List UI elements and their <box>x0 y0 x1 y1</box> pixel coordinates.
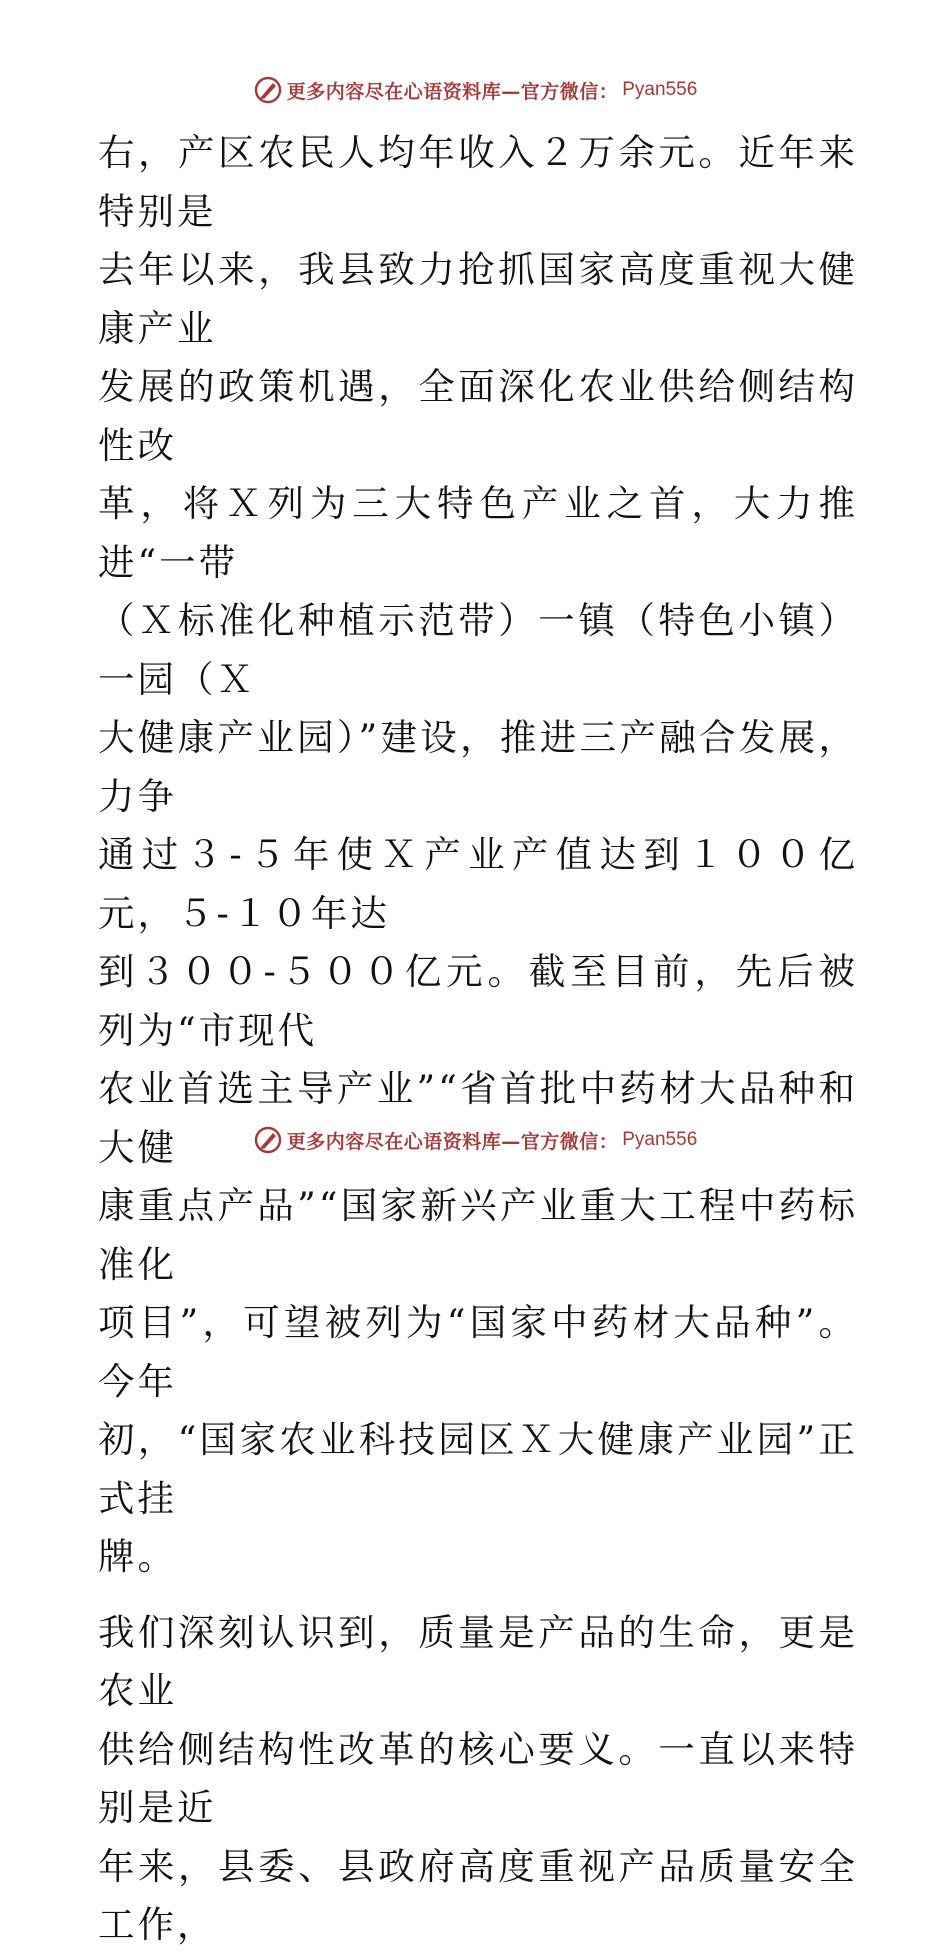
pen-logo-icon <box>253 75 283 105</box>
watermark-wechat-id: Pyan556 <box>622 1129 698 1150</box>
footer-watermark <box>0 1122 950 1158</box>
watermark-text: 更多内容尽在心语资料库—官方微信： <box>286 80 619 103</box>
header-watermark <box>0 72 950 108</box>
watermark-text: 更多内容尽在心语资料库—官方微信： <box>286 1130 619 1153</box>
paragraph-2: 我们深刻认识到，质量是产品的生命，更是农业 供给侧结构性改革的核心要义。一直以来特别是近 年来，县委、县政府高度重视产品质量安全工作， <box>98 1610 858 1946</box>
pen-logo-icon <box>253 1125 283 1155</box>
document-body <box>98 124 858 1955</box>
paragraph-1: 右，产区农民人均年收入２万余元。近年来特别是 去年以来，我县致力抢抓国家高度重视大健康产业 发展的政策机遇，全面深化农业供给侧结构性改 革，将Ｘ列为三大特色产业之首，大力推进“一带 （Ｘ标准化种植示范带）一镇（特色小镇）一园（Ｘ 大健康产业园）”建设，推进三产融合发展，力争 通过３-５年使Ｘ产业产值达到１００亿元，５-１０年达 到３００-５００亿元。截至目前，先后被列为“市现代 农业首选主导产业”“省首批中药材大品种和大健 康重点产品”“国家新兴产业重大工程中药标准化 项目”，可望被列为“国家中药材大品种”。今年 初，“国家农业科技园区Ｘ大健康产业园”正式挂 牌。 <box>98 131 858 1578</box>
watermark-wechat-id: Pyan556 <box>622 79 698 100</box>
